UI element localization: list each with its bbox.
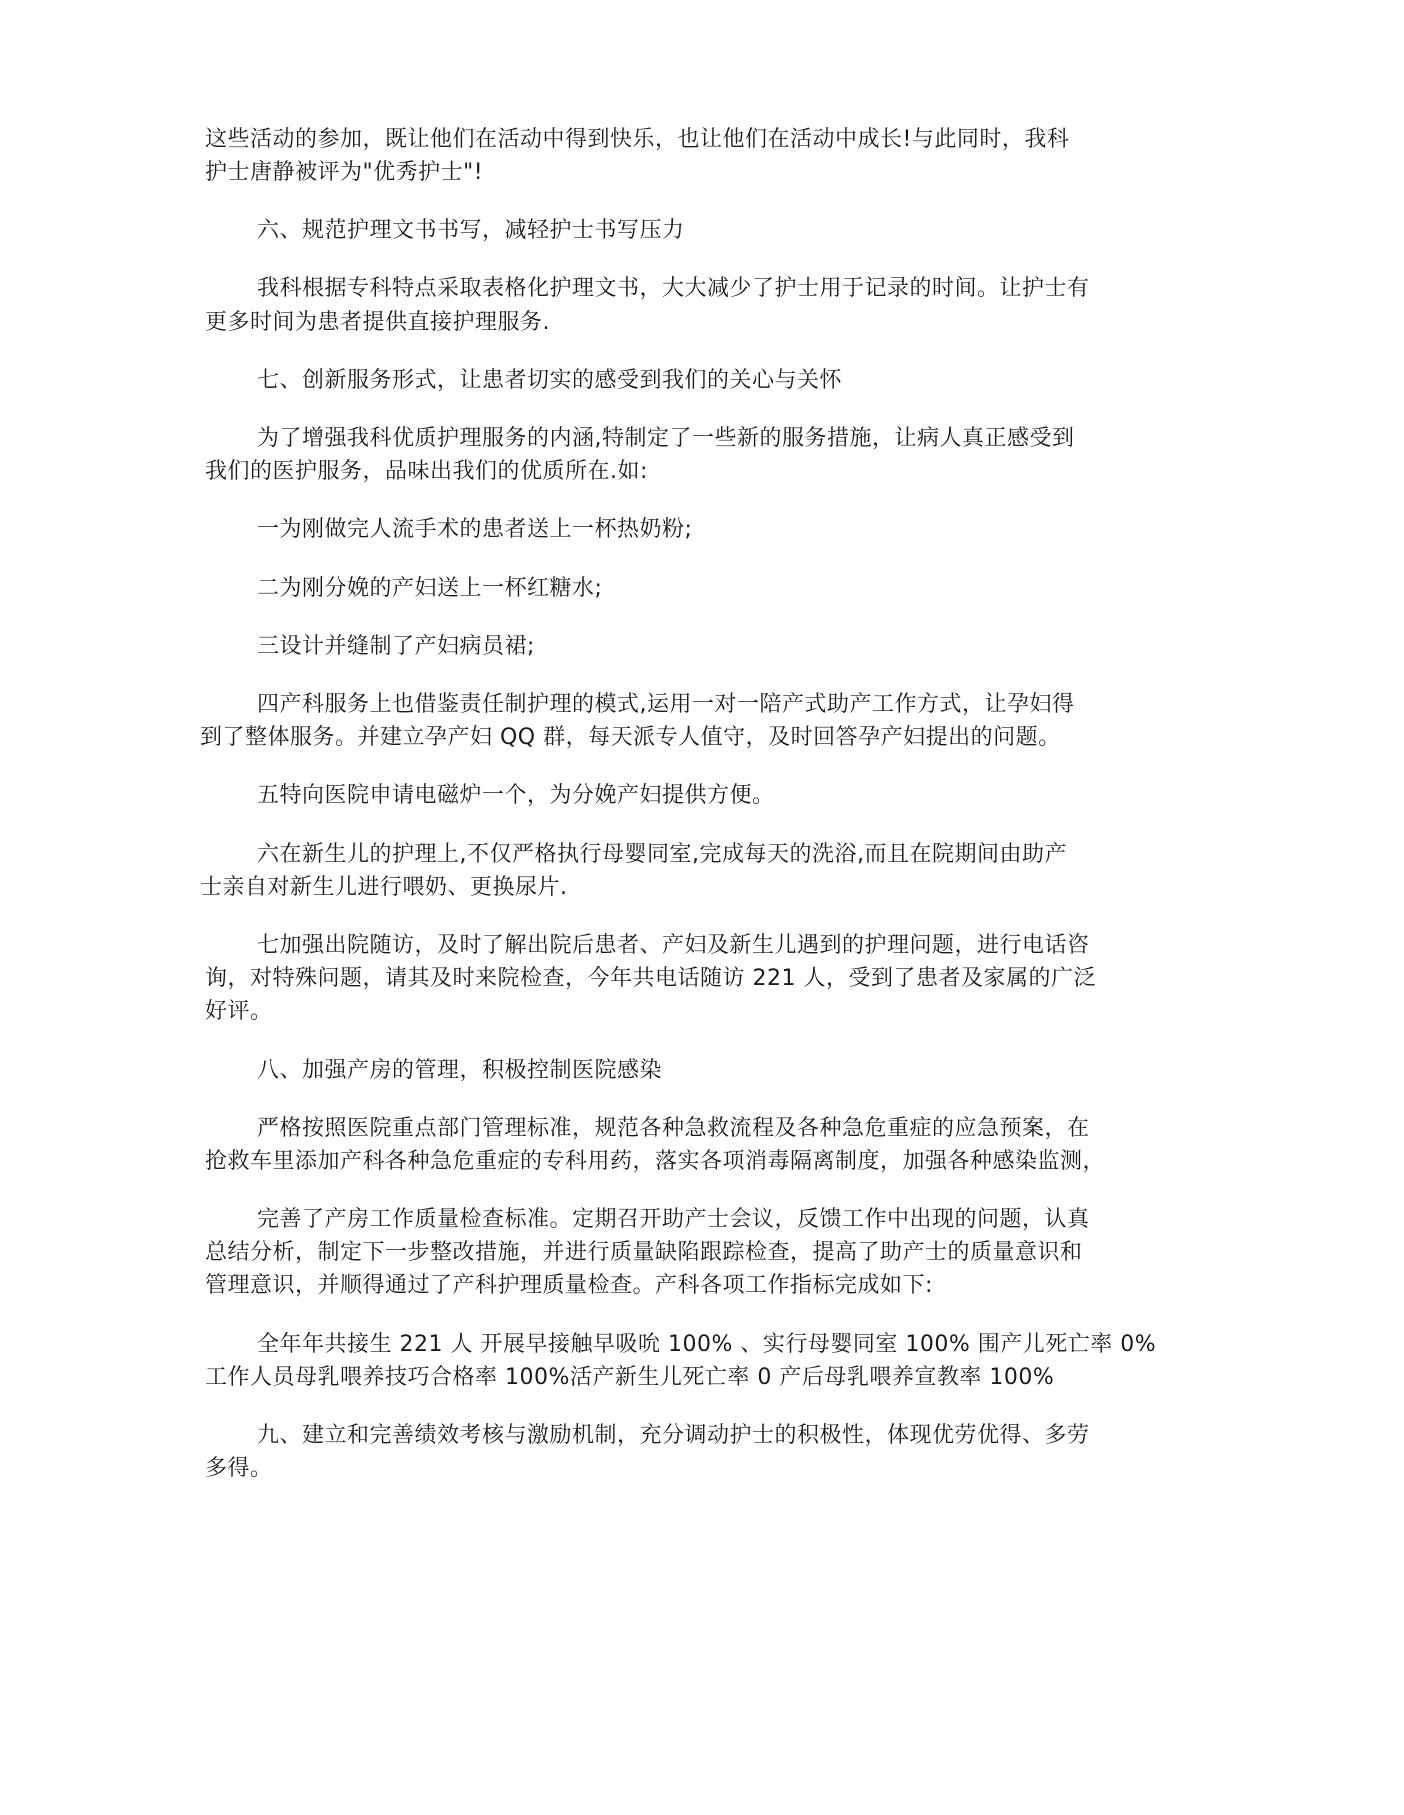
paragraph-line: 这些活动的参加，既让他们在活动中得到快乐，也让他们在活动中成长!与此同时，我科: [205, 127, 1070, 152]
section-heading: 九、建立和完善绩效考核与激励机制，充分调动护士的积极性，体现优劳优得、多劳: [257, 1423, 1090, 1448]
list-item: 三设计并缝制了产妇病员裙;: [257, 634, 535, 659]
paragraph-line: 管理意识，并顺得通过了产科护理质量检查。产科各项工作指标完成如下:: [205, 1273, 933, 1298]
paragraph-line: 询，对特殊问题，请其及时来院检查，今年共电话随访 221 人，受到了患者及家属的广泛: [205, 966, 1096, 991]
paragraph-line: 工作人员母乳喂养技巧合格率 100%活产新生儿死亡率 0 产后母乳喂养宣教率 100%: [205, 1365, 1055, 1390]
list-item: 六在新生儿的护理上,不仅严格执行母婴同室,完成每天的洗浴,而且在院期间由助产: [257, 842, 1067, 867]
paragraph-line: 护士唐静被评为"优秀护士"!: [205, 160, 484, 185]
list-item: 二为刚分娩的产妇送上一杯红糖水;: [257, 576, 603, 601]
paragraph-line: 多得。: [205, 1456, 273, 1481]
paragraph-line: 好评。: [205, 999, 273, 1024]
paragraph-line: 抢救车里添加产科各种急危重症的专科用药，落实各项消毒隔离制度，加强各种感染监测，: [205, 1149, 1106, 1174]
paragraph-line: 全年年共接生 221 人 开展早接触早吸吮 100% 、实行母婴同室 100% 围产儿死亡率 0%: [257, 1332, 1157, 1357]
list-item: 七加强出院随访，及时了解出院后患者、产妇及新生儿遇到的护理问题，进行电话咨: [257, 933, 1090, 958]
section-heading: 六、规范护理文书书写，减轻护士书写压力: [257, 218, 685, 243]
section-heading: 七、创新服务形式，让患者切实的感受到我们的关心与关怀: [257, 368, 843, 393]
paragraph-line: 总结分析，制定下一步整改措施，并进行质量缺陷跟踪检查，提高了助产士的质量意识和: [205, 1240, 1083, 1265]
paragraph-line: 完善了产房工作质量检查标准。定期召开助产士会议，反馈工作中出现的问题，认真: [257, 1207, 1090, 1232]
paragraph-line: 我科根据专科特点采取表格化护理文书，大大减少了护士用于记录的时间。让护士有: [257, 276, 1090, 301]
paragraph-line: 我们的医护服务，品味出我们的优质所在.如:: [205, 459, 648, 484]
list-item: 一为刚做完人流手术的患者送上一杯热奶粉;: [257, 517, 693, 542]
list-item: 五特向医院申请电磁炉一个，为分娩产妇提供方便。: [257, 783, 775, 808]
section-heading: 八、加强产房的管理，积极控制医院感染: [257, 1058, 663, 1083]
paragraph-line: 更多时间为患者提供直接护理服务.: [205, 310, 550, 335]
paragraph-line: 严格按照医院重点部门管理标准，规范各种急救流程及各种急危重症的应急预案，在: [257, 1116, 1090, 1141]
list-item: 四产科服务上也借鉴责任制护理的模式,运用一对一陪产式助产工作方式，让孕妇得: [257, 692, 1075, 717]
paragraph-line: 为了增强我科优质护理服务的内涵,特制定了一些新的服务措施，让病人真正感受到: [257, 426, 1075, 451]
paragraph-line: 到了整体服务。并建立孕产妇 QQ 群，每天派专人值守，及时回答孕产妇提出的问题。: [200, 725, 1061, 750]
paragraph-line: 士亲自对新生儿进行喂奶、更换尿片.: [200, 875, 568, 900]
